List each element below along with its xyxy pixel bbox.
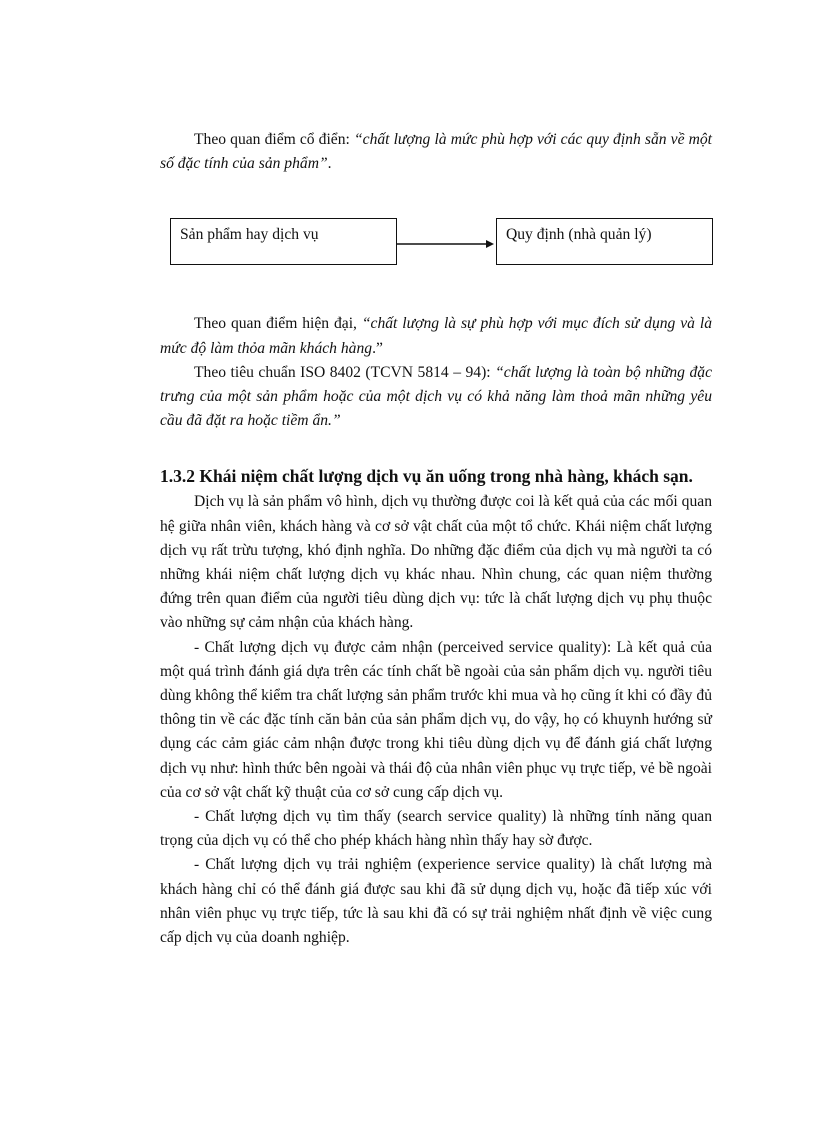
modern-quote: “chất lượng là sự phù hợp với mục đích sử dụng và là mức độ làm thỏa mãn khách hàng — [160, 315, 713, 357]
body-paragraph: Dịch vụ là sản phẩm vô hình, dịch vụ thường được coi là kết quả của các mối quan hệ giữa nhân viên, khách hàng và cơ sở vật chất của một tổ chức. Khái niệm chất lượng dịch vụ rất trừu tượng, khó định nghĩa. Do những đặc điểm của dịch vụ mà người ta có những khái niệm chất lượng dịch vụ khác nhau. Nhìn chung, các quan niệm thường đứng trên quan điểm của người tiêu dùng dịch vụ: tức là chất lượng dịch vụ phụ thuộc vào những sự cảm nhận của khách hàng. — [160, 493, 712, 632]
regulation-box — [496, 218, 713, 265]
iso-definition-paragraph — [160, 361, 712, 434]
iso-quote: “chất lượng là toàn bộ những đặc trưng của một sản phẩm hoặc của một dịch vụ có khả năng làm thoả mãn những yêu cầu đã đặt ra hoặc tiềm ẩn.” — [160, 363, 712, 430]
quality-diagram — [160, 218, 712, 312]
classical-definition-paragraph — [160, 128, 712, 176]
regulation-label: Quy định (nhà quản lý) — [506, 226, 652, 244]
product-service-label: Sản phẩm hay dịch vụ — [180, 226, 319, 244]
classical-tail: . — [327, 155, 332, 173]
modern-lead: Theo quan điểm hiện đại, — [194, 315, 362, 333]
classical-lead: Theo quan điểm cổ điển: — [194, 131, 354, 148]
modern-tail: .” — [372, 339, 383, 357]
classical-quote: “chất lượng là mức phù hợp với các quy định sẵn về một số đặc tính của sản phẩm” — [160, 131, 712, 173]
modern-definition-paragraph — [160, 312, 712, 360]
body-paragraph: - Chất lượng dịch vụ được cảm nhận (perceived service quality): Là kết quả của một quá trình đánh giá dựa trên các tính chất bề ngoài của sản phẩm dịch vụ. người tiêu dùng không thể kiểm tra chất lượng sản phẩm trước khi mua và họ cũng ít khi có đầy đủ thông tin về các đặc tính căn bản của sản phẩm dịch vụ, do vậy, họ có khuynh hướng sử dụng các cảm giác cảm nhận được trong khi tiêu dùng dịch vụ để đánh giá chất lượng dịch vụ như: hình thức bên ngoài và thái độ của nhân viên phục vụ trực tiếp, vẻ bề ngoài của cơ sở vật chất kỹ thuật của cơ sở cung cấp dịch vụ. — [160, 638, 712, 801]
document-page — [160, 128, 712, 950]
section-heading: 1.3.2 Khái niệm chất lượng dịch vụ ăn uống trong nhà hàng, khách sạn. — [160, 466, 693, 487]
iso-lead: Theo tiêu chuẩn ISO 8402 (TCVN 5814 – 94): — [194, 363, 496, 381]
product-service-box — [170, 218, 397, 265]
arrow-icon — [397, 239, 494, 249]
body-paragraph: - Chất lượng dịch vụ tìm thấy (search service quality) là những tính năng quan trọng của dịch vụ có thể cho phép khách hàng nhìn thấy hay sờ được. — [160, 808, 712, 850]
body-paragraph: - Chất lượng dịch vụ trải nghiệm (experience service quality) là chất lượng mà khách hàng chỉ có thể đánh giá được sau khi đã sử dụng dịch vụ, hoặc đã tiếp xúc với nhân viên phục vụ trực tiếp, tức là sau khi đã có sự trải nghiệm nhất định về việc cung cấp dịch vụ của doanh nghiệp. — [160, 856, 712, 947]
